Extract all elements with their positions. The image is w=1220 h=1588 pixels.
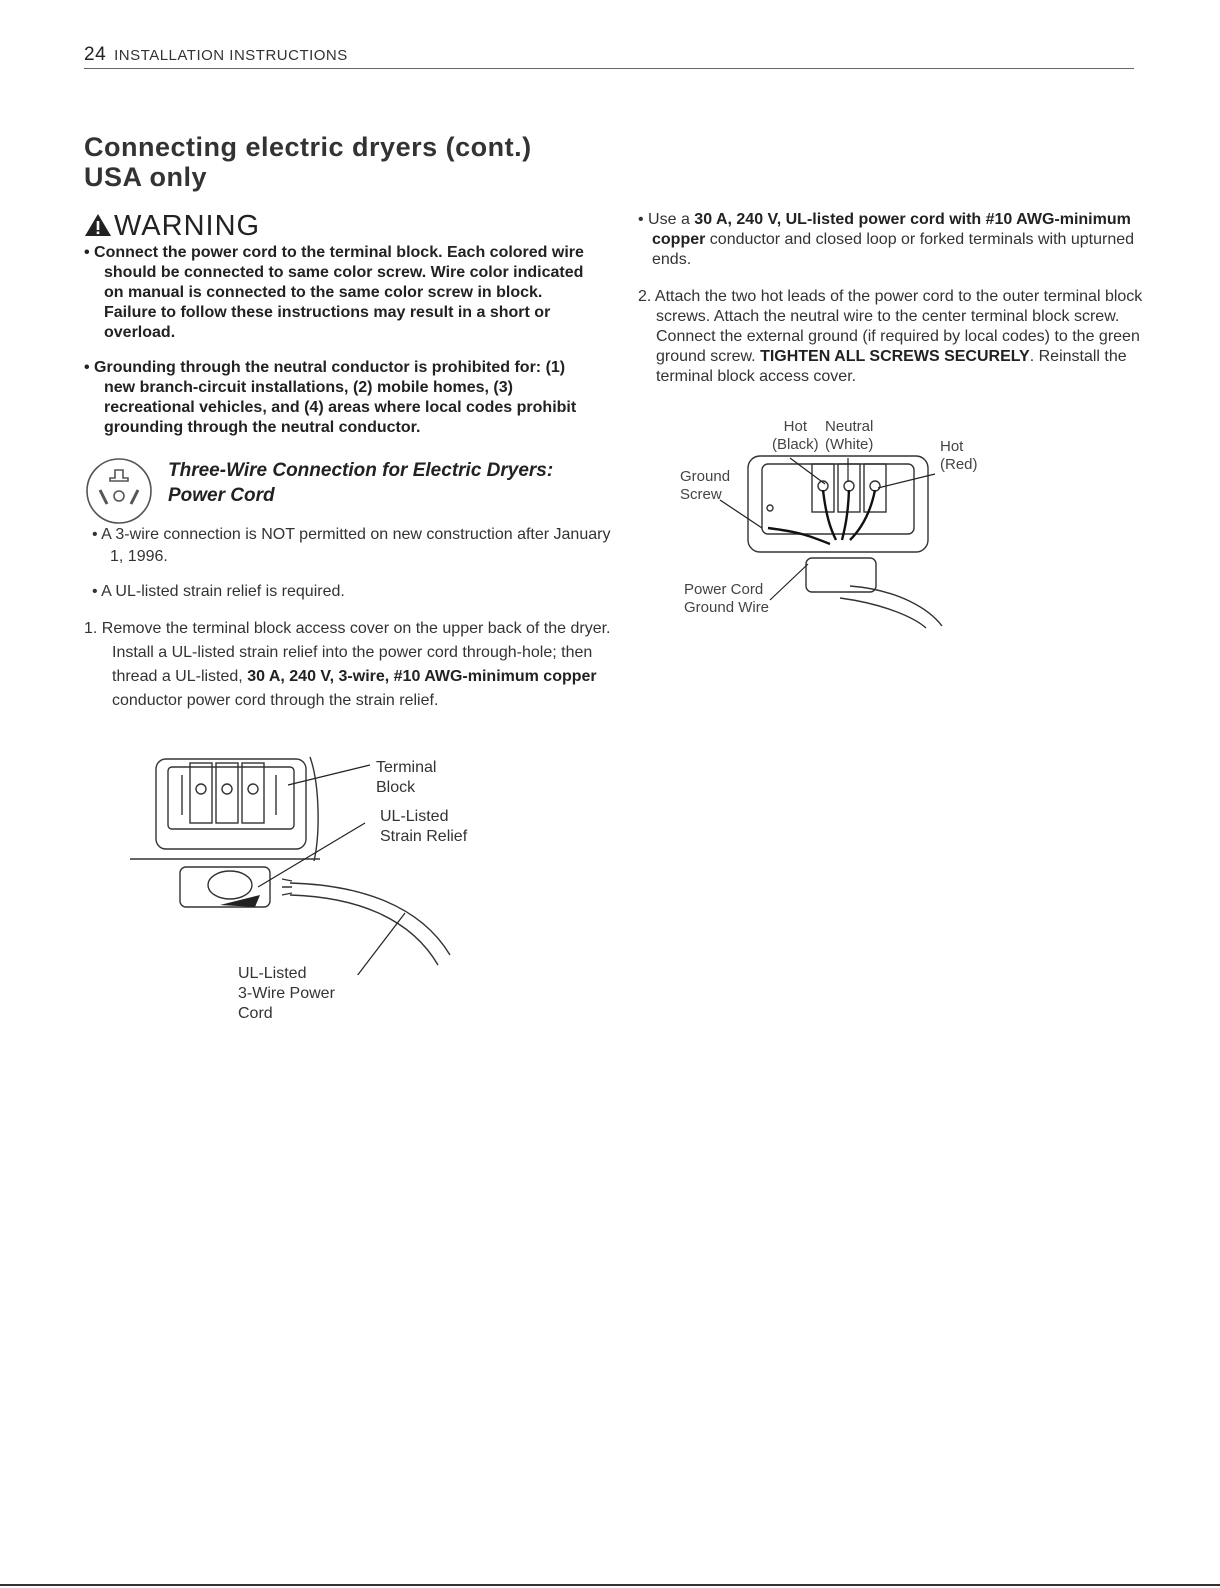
label-line: (Red)	[940, 456, 978, 473]
label-terminal-block	[376, 758, 436, 798]
warning-bullet-text: Connect the power cord to the terminal block. Each colored wire should be connected to same color screw. Wire color indicated on manual is connected to the same color screw in block. Failure to follow these instructions may result in a short or overload.	[94, 244, 584, 341]
step-bold-text: 30 A, 240 V, 3-wire, #10 AWG-minimum copper	[247, 668, 597, 685]
label-hot-red	[940, 438, 978, 474]
step-bold-text: TIGHTEN ALL SCREWS SECURELY	[760, 348, 1030, 365]
label-line: Block	[376, 779, 416, 796]
label-strain-relief	[380, 807, 467, 847]
bullet-power-cord-spec: • Use a 30 A, 240 V, UL-listed power cord with #10 AWG-minimum copper conductor and closed loop or forked terminals with upturned ends.	[638, 211, 1135, 268]
label-line: Neutral	[825, 418, 874, 435]
label-line: Power Cord	[684, 581, 764, 598]
label-power-cord-ground-wire	[684, 581, 769, 617]
bullet-text: Use a	[648, 211, 695, 228]
bullet-text: A 3-wire connection is NOT permitted on new construction after January 1, 1996.	[101, 526, 611, 565]
page-title-line2: USA only	[84, 162, 208, 192]
label-line: Hot	[940, 438, 964, 455]
label-neutral-white	[825, 418, 873, 454]
warning-heading	[84, 210, 260, 243]
warning-label: WARNING	[114, 210, 261, 242]
section-header: INSTALLATION INSTRUCTIONS	[114, 47, 348, 64]
warning-bullet-text: Grounding through the neutral conductor is prohibited for: (1) new branch-circuit installations, (2) mobile homes, (3) recreational vehicles, and (4) areas where local codes prohibit grounding through the neutral conductor.	[94, 359, 577, 436]
three-prong-outlet-icon	[84, 456, 154, 526]
step-1	[84, 617, 622, 713]
bullet-bold-text: 30 A, 240 V, UL-listed power cord with #10 AWG-minimum copper	[652, 211, 1131, 248]
step-text: Attach the two hot leads of the power cord to the outer terminal block screws. Attach the neutral wire to the center terminal block screw. Connect the external ground (if required by local codes) to the green ground screw.	[654, 288, 1143, 365]
section-subtitle-line1: Three-Wire Connection for Electric Dryers:	[168, 460, 554, 481]
label-line: Hot	[783, 418, 807, 435]
label-line: Cord	[238, 1005, 273, 1022]
page-bottom-border	[0, 1584, 1220, 1586]
step-2	[638, 287, 1156, 387]
label-line: UL-Listed	[238, 965, 307, 982]
label-line: UL-Listed	[380, 808, 449, 825]
label-line: Screw	[680, 486, 722, 503]
label-line: 3-Wire Power	[238, 985, 335, 1002]
step-text: . Reinstall the terminal block access cover.	[656, 348, 1127, 385]
label-line: (Black)	[772, 436, 819, 453]
step-number: 1.	[84, 620, 98, 637]
step-text: Remove the terminal block access cover on the upper back of the dryer. Install a UL-listed strain relief into the power cord through-hole; then thread a UL-listed,	[101, 620, 611, 685]
header-divider	[84, 68, 1134, 69]
warning-icon	[84, 213, 112, 237]
label-ground-screw	[680, 468, 730, 504]
label-line: (White)	[825, 436, 874, 453]
page-title	[84, 132, 532, 192]
bullet-text: A UL-listed strain relief is required.	[101, 583, 345, 600]
section-subtitle-line2: Power Cord	[168, 485, 275, 506]
label-line: Strain Relief	[380, 828, 468, 845]
label-line: Ground Wire	[684, 599, 770, 616]
bullet-strain-relief: • A UL-listed strain relief is required.	[92, 583, 345, 600]
step-text: conductor power cord through the strain relief.	[112, 692, 439, 709]
step-number: 2.	[638, 288, 652, 305]
label-line: Terminal	[376, 759, 437, 776]
section-subtitle	[168, 458, 553, 508]
bullet-text: conductor and closed loop or forked terminals with upturned ends.	[652, 231, 1135, 268]
label-3wire-cord	[238, 964, 335, 1024]
warning-bullet-2: • Grounding through the neutral conductor is prohibited for: (1) new branch-circuit installations, (2) mobile homes, (3) recreational vehicles, and (4) areas where local codes prohibit grounding through the neutral conductor.	[84, 359, 577, 436]
page-title-line1: Connecting electric dryers (cont.)	[84, 132, 532, 162]
page-header	[84, 44, 348, 66]
warning-bullet-1: • Connect the power cord to the terminal block. Each colored wire should be connected to same color screw. Wire color indicated on manual is connected to the same color screw in block. Failure to follow these instructions may result in a short or overload.	[84, 244, 584, 341]
label-line: Ground	[680, 468, 731, 485]
bullet-3wire-note: • A 3-wire connection is NOT permitted on new construction after January 1, 1996.	[92, 526, 611, 565]
page-number: 24	[84, 44, 107, 65]
label-hot-black	[772, 418, 819, 454]
